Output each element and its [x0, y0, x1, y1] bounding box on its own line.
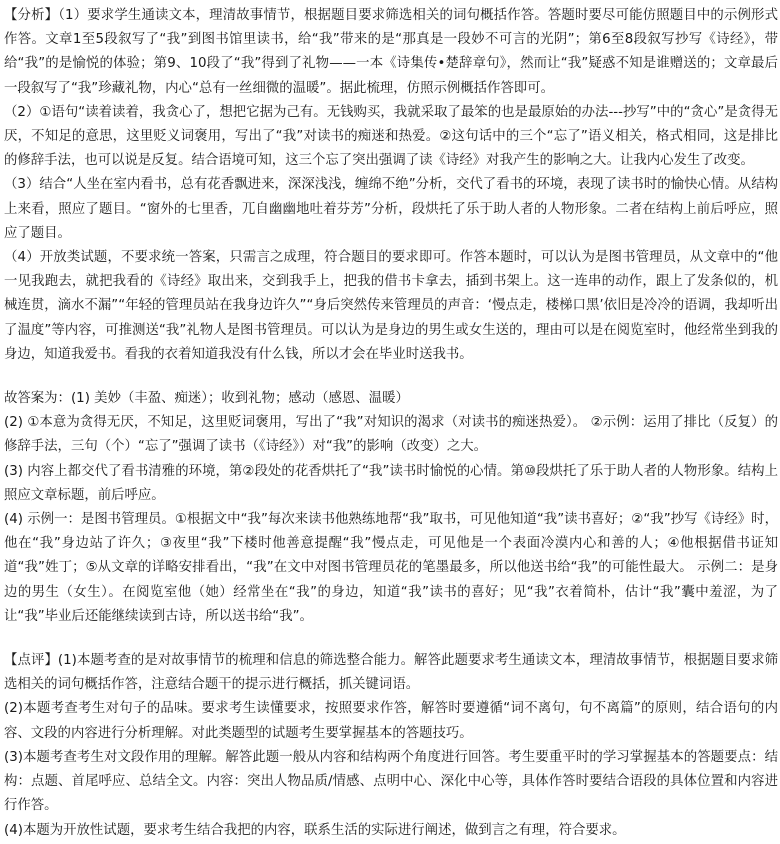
analysis-paragraph-2: （2）①语句“读着读着，我贪心了，想把它据为己有。无钱购买，我就采取了最笨的也是最原始的办法---抄写”中的“贪心”是贪得无厌，不知足的意思，这里贬义词褒用，写出了“我”对读书的痴迷和热爱。②这句话中的三个“忘了”语义相关，格式相同，这是排比的修辞手法，也可以说是反复。结合语境可知，这三个忘了突出强调了读《诗经》对我产生的影响之大。让我内心发生了改变。: [4, 104, 778, 169]
answer-paragraph-1: 故答案为：(1) 美妙（丰盈、痴迷）；收到礼物；感动（感恩、温暖）: [4, 391, 409, 407]
answer-section: [4, 387, 778, 629]
comment-paragraph-3: (3)本题考查考生对文段作用的理解。解答此题一般从内容和结构两个角度进行回答。考生要重平时的学习掌握基本的答题要点：结构：点题、首尾呼应、总结全文。内容：突出人物品质/情感、点明中心、深化中心等，具体作答时要结合语段的具体位置和内容进行作答。: [4, 749, 778, 814]
comment-paragraph-1: 【点评】(1)本题考查的是对故事情节的梳理和信息的筛选整合能力。解答此题要求考生通读文本，理清故事情节，根据题目要求筛选相关的词句概括作答，注意结合题干的提示进行概括，抓关键词语。: [4, 653, 778, 693]
section-gap: [4, 629, 778, 649]
analysis-paragraph-3: （3）结合“人坐在室内看书，总有花香飘进来，深深浅浅，缠绵不绝”分析，交代了看书的环境，表现了读书时的愉快心情。从结构上来看，照应了题目。“窗外的七里香，兀自幽幽地吐着芬芳”分析，段烘托了乐于助人者的人物形象。二者在结构上前后呼应，照应了题目。: [4, 177, 778, 241]
answer-paragraph-2: (2) ①本意为贪得无厌，不知足，这里贬词褒用，写出了“我”对知识的渴求（对读书的痴迷热爱）。 ②示例：运用了排比（反复）的修辞手法，三句（个）“忘了”强调了读书（《诗经》）对“我”的影响（改变）之大。: [4, 415, 778, 455]
comment-section: [4, 649, 778, 843]
comment-paragraph-2: (2)本题考查考生对句子的品味。要求考生读懂要求，按照要求作答，解答时要遵循“词不离句，句不离篇”的原则，结合语句的内容、文段的内容进行分析理解。对此类题型的试题考生要掌握基本的答题技巧。: [4, 701, 778, 741]
answer-paragraph-4: (4) 示例一：是图书管理员。①根据文中“我”每次来读书他熟练地帮“我”取书，可见他知道“我”读书喜好；②“我”抄写《诗经》时，他在“我”身边站了许久；③夜里“我”下楼时他善意提醒“我”慢点走，可见他是一个表面冷漠内心和善的人；④他根据借书证知道“我”姓丁；⑤从文章的详略安排看出，“我”在文中对图书管理员花的笔墨最多，所以他送书给“我”的可能性最大。 示例二：是身边的男生（女生）。在阅览室他（她）经常坐在“我”的身边，知道“我”读书的喜好；见“我”衣着简朴，估计“我”囊中羞涩，为了让“我”毕业后还能继续读到古诗，所以送书给“我”。: [4, 512, 778, 624]
comment-paragraph-4: (4)本题为开放性试题，要求考生结合我把的内容，联系生活的实际进行阐述，做到言之有理，符合要求。: [4, 822, 626, 838]
analysis-section: [4, 4, 778, 367]
analysis-paragraph-4: （4）开放类试题，不要求统一答案，只需言之成理，符合题目的要求即可。作答本题时，可以认为是图书管理员，从文章中的“他一见我跑去，就把我看的《诗经》取出来，交到我手上，把我的借书卡拿去，插到书架上。这一连串的动作，跟上了发条似的，机械连贯，滴水不漏”“年轻的管理员站在我身边许久”“身后突然传来管理员的声音：‘慢点走，楼梯口黑’依旧是冷冷的语调，我却听出了温度”等内容，可推测送“我”礼物人是图书管理员。可以认为是身边的男生或女生送的，理由可以是在阅览室时，他经常坐到我的身边，知道我爱书。看我的衣着知道我没有什么钱，所以才会在毕业时送我书。: [4, 250, 778, 362]
section-gap: [4, 367, 778, 387]
answer-paragraph-3: (3) 内容上都交代了看书清雅的环境，第②段处的花香烘托了“我”读书时愉悦的心情。第⑩段烘托了乐于助人者的人物形象。结构上照应文章标题，前后呼应。: [4, 463, 778, 503]
analysis-paragraph-1: 【分析】（1）要求学生通读文本，理清故事情节，根据题目要求筛选相关的词句概括作答。答题时要尽可能仿照题目中的示例形式作答。文章1至5段叙写了“我”到图书馆里读书，给“我”带来的是“那真是一段妙不可言的光阴”；第6至8段叙写抄写《诗经》，带给“我”的是愉悦的体验；第9、10段了“我”得到了礼物——一本《诗集传•楚辞章句》，然而让“我”疑惑不知是谁赠送的；文章最后一段叙写了“我”珍藏礼物，内心“总有一丝细微的温暖”。据此梳理，仿照示例概括作答即可。: [4, 8, 778, 96]
